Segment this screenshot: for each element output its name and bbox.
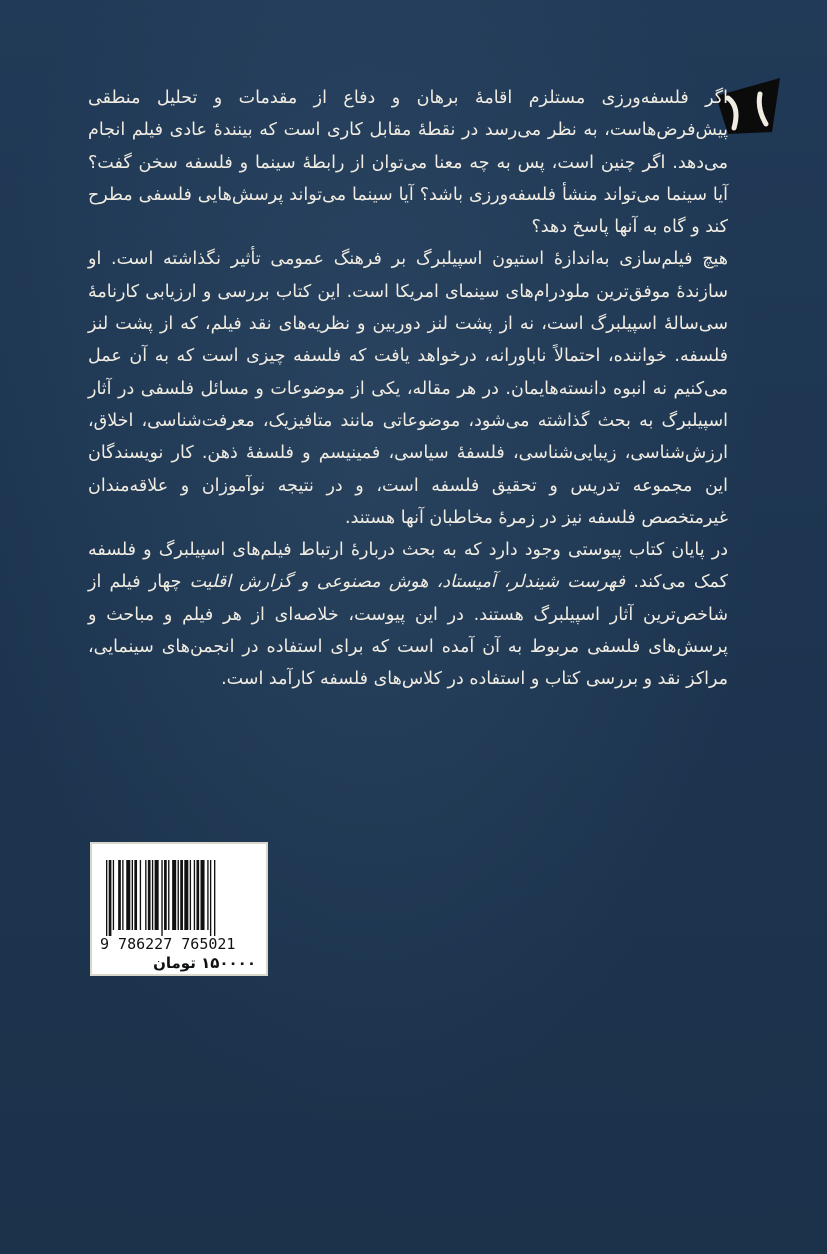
intro-line: و فلسفه سخن گفت؟ آیا سینما می‌تواند منشأ فلسفه‌ورزی باشد؟ آیا سینما bbox=[88, 152, 729, 205]
intro-line: فیلم انجام می‌دهد. اگر چنین است، پس به چه معنا می‌توان از رابطهٔ سینما bbox=[88, 120, 728, 173]
back-cover-text bbox=[88, 82, 728, 696]
barcode-icon bbox=[106, 860, 258, 936]
film-titles: فهرست شیندلر، آمیستاد، هوش مصنوعی و گزارش اقلیت bbox=[189, 572, 626, 593]
barcode-label bbox=[90, 842, 268, 976]
appendix-rest: چهار فیلم از شاخص‌ترین آثار اسپیلبرگ هستند. در این پیوست، خلاصه‌ای از هر فیلم و مباحث و پرسش‌های فلسفی مربوط به آن آمده است که برای استفاده در انجمن‌های سینمایی، مراکز نقد و بررسی کتاب و استفاده در کلاس‌های فلسفه کارآمد است. bbox=[88, 572, 728, 690]
price-label: ۱۵۰۰۰۰ تومان bbox=[153, 954, 256, 972]
paragraph-intro bbox=[88, 82, 728, 243]
paragraph-appendix bbox=[88, 534, 728, 695]
intro-line: می‌تواند پرسش‌هایی فلسفی مطرح کند و گاه به آنها پاسخ دهد؟ bbox=[88, 184, 728, 238]
intro-line: پیش‌فرض‌هاست، به نظر می‌رسد در نقطهٔ مقابل کاری است که بینندهٔ عادی bbox=[169, 120, 728, 141]
intro-line: اگر فلسفه‌ورزی مستلزم اقامهٔ برهان و دفاع از مقدمات و تحلیل منطقی bbox=[88, 88, 728, 108]
paragraph-spielberg: هیچ فیلم‌سازی به‌اندازهٔ استیون اسپیلبرگ بر فرهنگ عمومی تأثیر نگذاشته است. او سازندهٔ موفق‌ترین ملودرام‌های سینمای امریکا است. این کتاب بررسی و ارزیابی کارنامهٔ سی‌سالهٔ اسپیلبرگ است، نه از پشت لنز دوربین و نظریه‌های نقد فیلم، که از پشت لنز فلسفه. خواننده، احتمالاً ناباورانه، درخواهد یافت که فلسفه چیزی است که به آن عمل می‌کنیم نه انبوه دانسته‌هایمان. در هر مقاله، یکی از موضوعات و مسائل فلسفی در آثار اسپیلبرگ به بحث گذاشته می‌شود، موضوعاتی مانند متافیزیک، معرفت‌شناسی، اخلاق، ارزش‌شناسی، زیبایی‌شناسی، فلسفهٔ سیاسی، فمینیسم و فلسفهٔ ذهن. کار نویسندگان این مجموعه تدریس و تحقیق فلسفه است، و در نتیجه نوآموزان و علاقه‌مندان غیرمتخصص فلسفه نیز در زمرهٔ مخاطبان آنها هستند. bbox=[88, 249, 728, 528]
isbn-number: 9 786227 765021 bbox=[100, 935, 236, 953]
appendix-intro: در پایان کتاب پیوستی وجود دارد که به بحث دربارهٔ ارتباط فیلم‌های اسپیلبرگ و فلسفه کمک می‌کند. bbox=[88, 540, 728, 593]
